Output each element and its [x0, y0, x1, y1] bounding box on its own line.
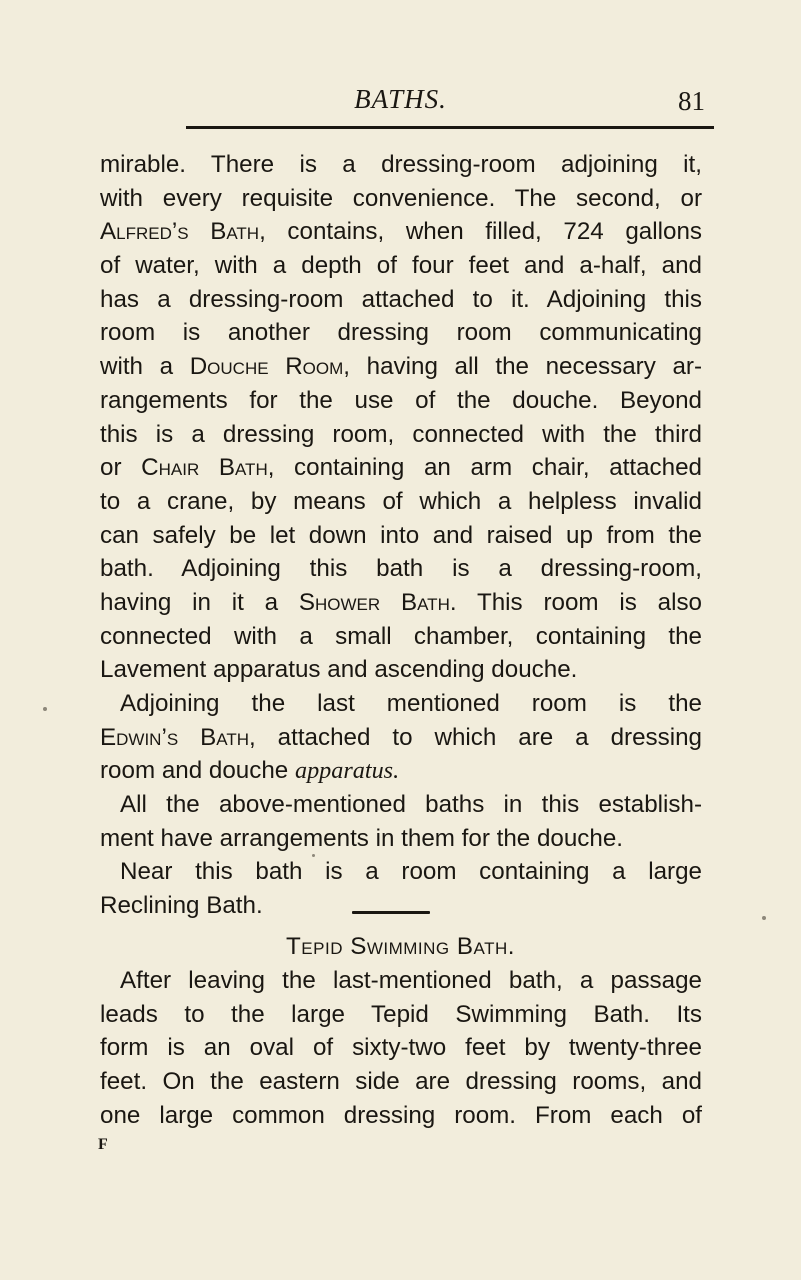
text-run: Adjoining the last mentioned room is the: [120, 690, 702, 717]
text-line: [100, 788, 702, 822]
text-line: [100, 1031, 702, 1065]
running-title: BATHS.: [354, 84, 447, 114]
text-run: , contains, when filled, 724 gallons: [259, 218, 702, 246]
text-run: form is an oval of sixty-two feet by twenty-three: [100, 1034, 702, 1062]
text-run: of water, with a depth of four feet and a-half, and: [100, 252, 702, 280]
text-line: [100, 485, 702, 519]
text-run: Lavement apparatus and ascending douche.: [100, 656, 578, 684]
paper-speck: [762, 916, 766, 920]
text-run: rangements for the use of the douche. Beyond: [100, 386, 702, 414]
section-divider: [352, 911, 430, 914]
text-run: All the above-mentioned baths in this establish-: [120, 791, 702, 819]
text-run: Reclining Bath.: [100, 892, 263, 920]
text-run: this is a dressing room, connected with the third: [100, 420, 702, 448]
text-run: . This room is also: [449, 588, 703, 616]
header-rule: [186, 126, 714, 129]
text-run: , containing an arm chair, attached: [267, 454, 702, 482]
text-run: feet. On the eastern side are dressing rooms, and: [100, 1068, 702, 1096]
text-run: room is another dressing room communicating: [100, 319, 702, 347]
text-line: [100, 586, 702, 620]
text-line: [100, 754, 702, 788]
small-caps-term: Shower Bath: [298, 588, 450, 616]
running-head: [0, 84, 801, 118]
text-line: [100, 822, 702, 856]
text-line: [100, 519, 702, 553]
text-line: [100, 182, 702, 216]
text-run: ment have arrangements in them for the douche.: [100, 824, 624, 852]
paper-speck: [312, 854, 315, 857]
text-run: room and douche: [100, 757, 295, 785]
text-line: [100, 620, 702, 654]
text-line: [100, 148, 702, 182]
text-run: Near this bath is a room containing a large: [120, 858, 702, 886]
text-run: or: [100, 454, 142, 482]
paper-speck: [43, 707, 47, 711]
text-line: [100, 316, 702, 350]
text-line: [100, 552, 702, 586]
text-line: [100, 998, 702, 1032]
text-run: After leaving the last-mentioned bath, a passage: [120, 967, 702, 994]
body-text: [100, 148, 702, 923]
text-run: connected with a small chamber, containing the: [100, 622, 702, 650]
text-line: [100, 653, 702, 687]
text-run: having in it a: [100, 588, 299, 616]
text-line: [100, 964, 702, 998]
text-run: mirable. There is a dressing-room adjoining it,: [100, 151, 702, 178]
text-line: [100, 889, 702, 923]
section-heading: Tepid Swimming Bath.: [286, 933, 515, 960]
text-run: , attached to which are a dressing: [248, 723, 702, 751]
text-line: [100, 721, 702, 755]
small-caps-term: Alfred’s Bath: [100, 218, 260, 246]
text-line: [100, 451, 702, 485]
text-line: [100, 215, 702, 249]
text-run: leads to the large Tepid Swimming Bath. Its: [100, 1000, 702, 1028]
text-line: [100, 283, 702, 317]
text-line: [100, 855, 702, 889]
text-run: with a: [100, 353, 190, 381]
page-number: 81: [678, 86, 705, 116]
small-caps-term: Douche Room: [189, 353, 344, 381]
text-line: [100, 350, 702, 384]
text-run: with every requisite convenience. The second, or: [100, 184, 702, 212]
italic-term: apparatus.: [294, 757, 400, 785]
text-line: [100, 1099, 702, 1133]
text-run: , having all the necessary ar-: [343, 353, 703, 381]
text-line: [100, 418, 702, 452]
small-caps-term: Chair Bath: [141, 454, 268, 482]
text-run: can safely be let down into and raised up from the: [100, 521, 702, 549]
text-line: [100, 687, 702, 721]
signature-mark: F: [98, 1136, 108, 1153]
section-text: [100, 964, 702, 1132]
text-run: one large common dressing room. From each of: [100, 1101, 702, 1129]
text-run: bath. Adjoining this bath is a dressing-room,: [100, 555, 702, 583]
text-run: to a crane, by means of which a helpless invalid: [100, 487, 702, 515]
text-run: has a dressing-room attached to it. Adjoining this: [100, 285, 702, 313]
text-line: [100, 1065, 702, 1099]
text-line: [100, 384, 702, 418]
text-line: [100, 249, 702, 283]
small-caps-term: Edwin’s Bath: [100, 723, 249, 751]
